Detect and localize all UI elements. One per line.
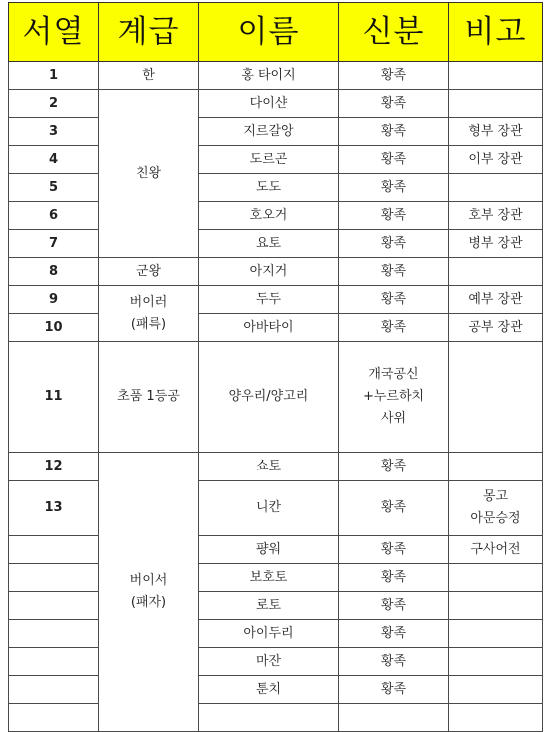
table-row [9,704,543,732]
name-cell [199,704,339,732]
order-cell [9,536,99,564]
note-cell [449,620,543,648]
name-cell: 양우리/양고리 [199,342,339,453]
table-row [9,146,543,174]
name-cell: 도도 [199,174,339,202]
note-cell [449,174,543,202]
table-row [9,118,543,146]
status-cell: 황족 [339,592,449,620]
status-cell: 황족 [339,453,449,481]
status-cell: 황족 [339,62,449,90]
rank-table [8,2,543,732]
name-cell: 아바타이 [199,314,339,342]
name-cell: 홍 타이지 [199,62,339,90]
status-cell: 황족 [339,648,449,676]
table-row [9,342,543,453]
status-cell: 황족 [339,536,449,564]
table-row [9,202,543,230]
table-row [9,62,543,90]
name-cell: 니칸 [199,481,339,536]
status-cell: 황족 [339,230,449,258]
note-cell [449,592,543,620]
table-row [9,90,543,118]
table-row [9,592,543,620]
rank-cell: 버이서 (패자) [99,453,199,732]
note-cell: 호부 장관 [449,202,543,230]
name-cell: 두두 [199,286,339,314]
table-row [9,230,543,258]
order-cell [9,648,99,676]
note-cell [449,453,543,481]
name-cell: 로토 [199,592,339,620]
note-cell: 병부 장관 [449,230,543,258]
table-row [9,481,543,536]
order-cell: 2 [9,90,99,118]
order-cell [9,620,99,648]
order-cell: 7 [9,230,99,258]
table-row [9,648,543,676]
order-cell: 11 [9,342,99,453]
table-row [9,564,543,592]
order-cell: 10 [9,314,99,342]
status-cell: 황족 [339,174,449,202]
name-cell: 마잔 [199,648,339,676]
order-cell [9,564,99,592]
rank-cell: 초품 1등공 [99,342,199,453]
order-cell: 9 [9,286,99,314]
order-cell: 8 [9,258,99,286]
note-cell [449,90,543,118]
name-cell: 아지거 [199,258,339,286]
name-cell: 쇼토 [199,453,339,481]
order-cell: 13 [9,481,99,536]
note-cell [449,62,543,90]
rank-cell: 버이러 (패륵) [99,286,199,342]
status-cell: 황족 [339,202,449,230]
status-cell: 황족 [339,481,449,536]
note-cell [449,648,543,676]
header-row [9,3,543,62]
status-cell: 황족 [339,676,449,704]
order-cell: 5 [9,174,99,202]
table-row [9,620,543,648]
note-cell [449,676,543,704]
header-rank: 계급 [99,3,199,62]
table-row [9,174,543,202]
header-note: 비고 [449,3,543,62]
name-cell: 퍙워 [199,536,339,564]
rank-cell: 친왕 [99,90,199,258]
note-cell: 몽고 아문승정 [449,481,543,536]
note-cell: 이부 장관 [449,146,543,174]
header-order: 서열 [9,3,99,62]
table-row [9,536,543,564]
status-cell: 개국공신 +누르하치 사위 [339,342,449,453]
name-cell: 요토 [199,230,339,258]
order-cell: 6 [9,202,99,230]
status-cell: 황족 [339,146,449,174]
status-cell: 황족 [339,620,449,648]
order-cell: 3 [9,118,99,146]
order-cell [9,676,99,704]
order-cell [9,592,99,620]
status-cell: 황족 [339,286,449,314]
note-cell [449,564,543,592]
rank-cell: 한 [99,62,199,90]
status-cell: 황족 [339,314,449,342]
order-cell: 1 [9,62,99,90]
status-cell: 황족 [339,90,449,118]
name-cell: 툰치 [199,676,339,704]
status-cell: 황족 [339,258,449,286]
note-cell [449,258,543,286]
status-cell: 황족 [339,564,449,592]
name-cell: 보호토 [199,564,339,592]
header-status: 신분 [339,3,449,62]
name-cell: 다이샨 [199,90,339,118]
name-cell: 호오거 [199,202,339,230]
order-cell [9,704,99,732]
note-cell: 형부 장관 [449,118,543,146]
table-row [9,676,543,704]
note-cell [449,342,543,453]
status-cell: 황족 [339,118,449,146]
note-cell [449,704,543,732]
order-cell: 4 [9,146,99,174]
name-cell: 아이두리 [199,620,339,648]
table-row [9,286,543,314]
header-name: 이름 [199,3,339,62]
table-row [9,453,543,481]
status-cell [339,704,449,732]
note-cell: 공부 장관 [449,314,543,342]
table-row [9,258,543,286]
name-cell: 지르갈앙 [199,118,339,146]
note-cell: 구사어전 [449,536,543,564]
table-row [9,314,543,342]
rank-cell: 군왕 [99,258,199,286]
note-cell: 예부 장관 [449,286,543,314]
order-cell: 12 [9,453,99,481]
name-cell: 도르곤 [199,146,339,174]
